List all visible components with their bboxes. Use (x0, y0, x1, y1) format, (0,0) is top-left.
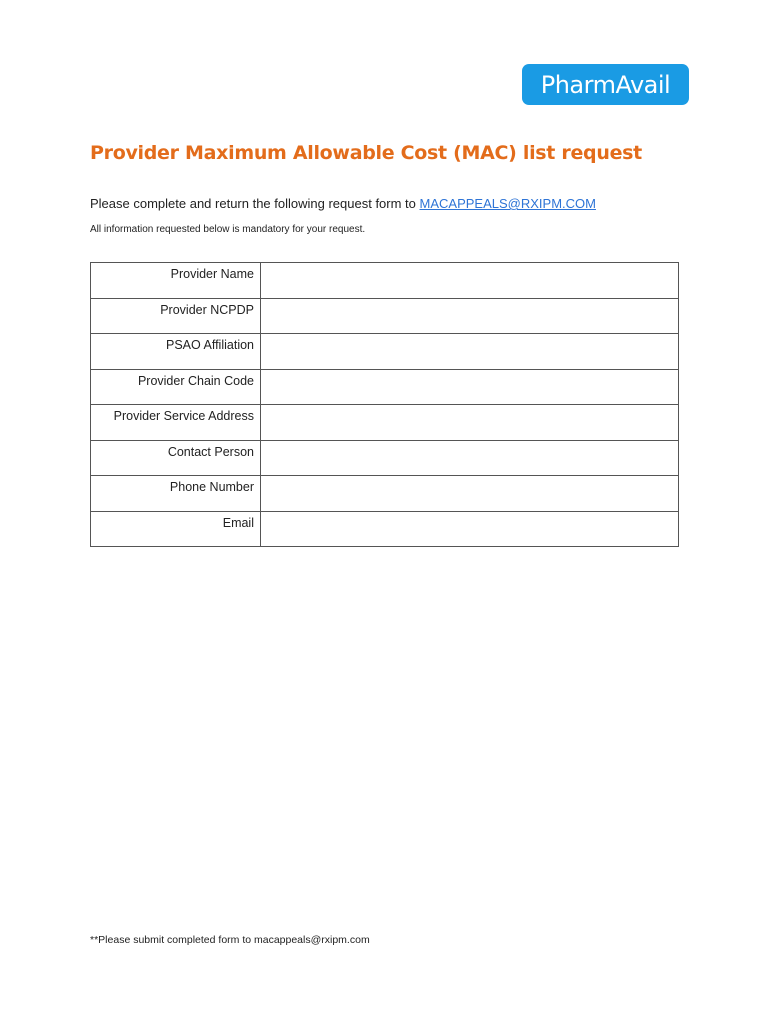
request-form-table (90, 262, 679, 547)
phone-number-field[interactable] (261, 476, 679, 512)
provider-ncpdp-label: Provider NCPDP (91, 298, 261, 334)
email-field[interactable] (261, 511, 679, 547)
form-row-phone-number (91, 476, 679, 512)
psao-affiliation-label: PSAO Affiliation (91, 334, 261, 370)
contact-person-label: Contact Person (91, 440, 261, 476)
provider-service-address-label: Provider Service Address (91, 405, 261, 441)
psao-affiliation-field[interactable] (261, 334, 679, 370)
form-row-provider-service-address (91, 405, 679, 441)
contact-person-field[interactable] (261, 440, 679, 476)
form-row-provider-chain-code (91, 369, 679, 405)
instruction-sentence: Please complete and return the following request form to (90, 196, 420, 211)
form-row-contact-person (91, 440, 679, 476)
form-row-psao-affiliation (91, 334, 679, 370)
form-row-email (91, 511, 679, 547)
footer-note: **Please submit completed form to macappeals@rxipm.com (90, 934, 370, 946)
email-link[interactable]: MACAPPEALS@RXIPM.COM (419, 196, 596, 211)
form-row-provider-name (91, 263, 679, 299)
document-title: Provider Maximum Allowable Cost (MAC) list request (90, 142, 642, 164)
provider-service-address-field[interactable] (261, 405, 679, 441)
logo-text: PharmAvail (540, 70, 671, 99)
email-label: Email (91, 511, 261, 547)
phone-number-label: Phone Number (91, 476, 261, 512)
form-row-provider-ncpdp (91, 298, 679, 334)
provider-chain-code-field[interactable] (261, 369, 679, 405)
provider-ncpdp-field[interactable] (261, 298, 679, 334)
provider-chain-code-label: Provider Chain Code (91, 369, 261, 405)
instruction-text (90, 196, 596, 211)
pharmavail-logo (522, 64, 689, 105)
mandatory-note: All information requested below is mandatory for your request. (90, 224, 366, 235)
provider-name-label: Provider Name (91, 263, 261, 299)
provider-name-field[interactable] (261, 263, 679, 299)
